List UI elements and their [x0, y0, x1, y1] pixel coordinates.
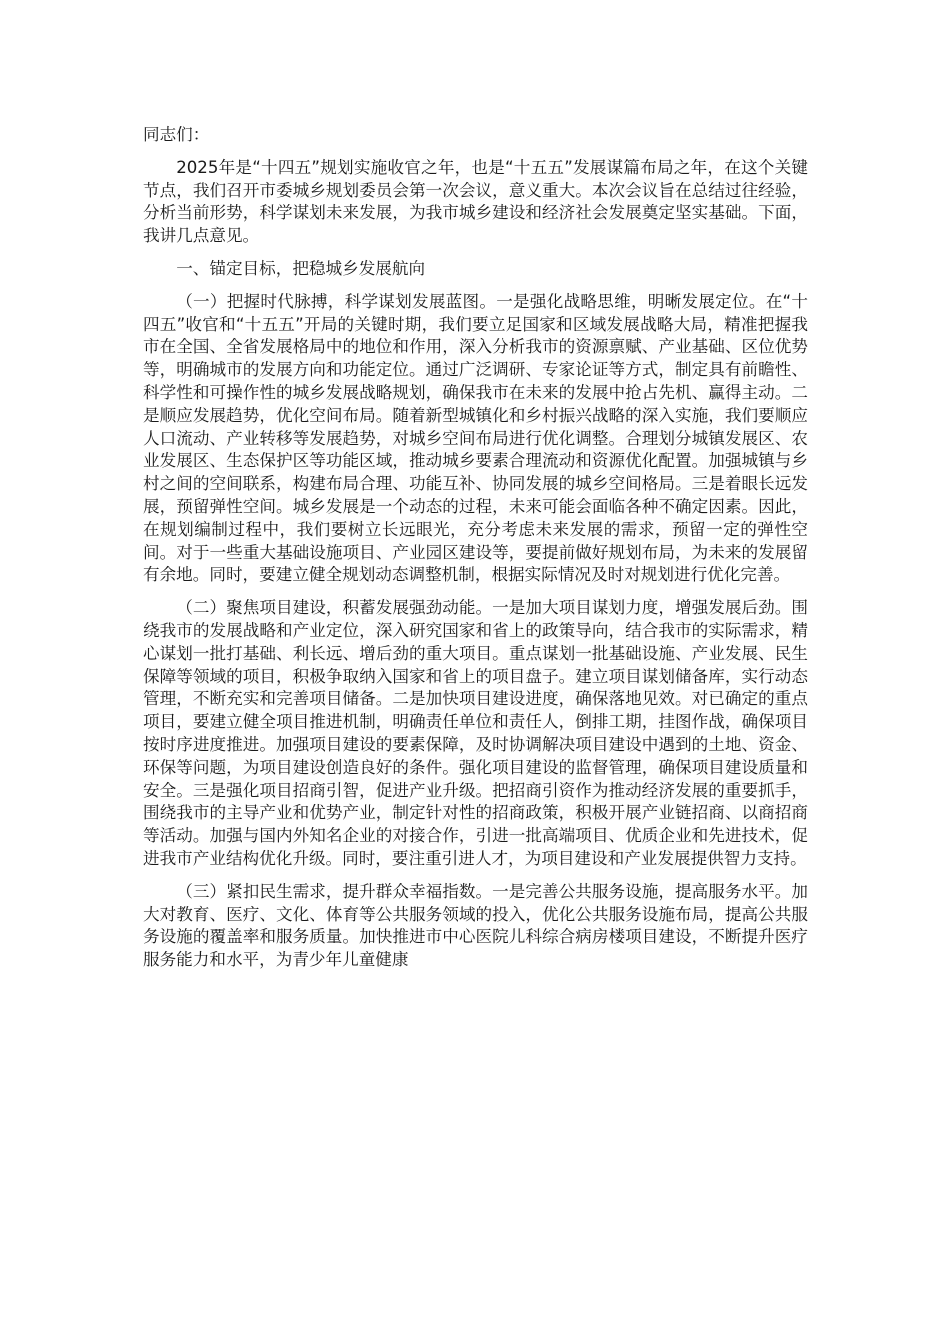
intro-paragraph: 2025年是“十四五”规划实施收官之年，也是“十五五”发展谋篇布局之年，在这个关键节点，我们召开市委城乡规划委员会第一次会议，意义重大。本次会议旨在总结过往经验，分析当前形势，科学谋划未来发展，为我市城乡建设和经济社会发展奠定坚实基础。下面，我讲几点意见。	[143, 157, 808, 246]
section-heading-1: 一、锚定目标，把稳城乡发展航向	[176, 258, 426, 278]
body-paragraph-1: （一）把握时代脉搏，科学谋划发展蓝图。一是强化战略思维，明晰发展定位。在“十四五”收官和“十五五”开局的关键时期，我们要立足国家和区域发展战略大局，精准把握我市在全国、全省发展格局中的地位和作用，深入分析我市的资源禀赋、产业基础、区位优势等，明确城市的发展方向和功能定位。通过广泛调研、专家论证等方式，制定具有前瞻性、科学性和可操作性的城乡发展战略规划，确保我市在未来的发展中抢占先机、赢得主动。二是顺应发展趋势，优化空间布局。随着新型城镇化和乡村振兴战略的深入实施，我们要顺应人口流动、产业转移等发展趋势，对城乡空间布局进行优化调整。合理划分城镇发展区、农业发展区、生态保护区等功能区域，推动城乡要素合理流动和资源优化配置。加强城镇与乡村之间的空间联系，构建布局合理、功能互补、协同发展的城乡空间格局。三是着眼长远发展，预留弹性空间。城乡发展是一个动态的过程，未来可能会面临各种不确定因素。因此，在规划编制过程中，我们要树立长远眼光，充分考虑未来发展的需求，预留一定的弹性空间。对于一些重大基础设施项目、产业园区建设等，要提前做好规划布局，为未来的发展留有余地。同时，要建立健全规划动态调整机制，根据实际情况及时对规划进行优化完善。	[143, 291, 808, 585]
document-body	[143, 124, 808, 982]
salutation: 同志们：	[143, 125, 210, 144]
body-paragraph-3: （三）紧扣民生需求，提升群众幸福指数。一是完善公共服务设施，提高服务水平。加大对教育、医疗、文化、体育等公共服务领域的投入，优化公共服务设施布局，提高公共服务设施的覆盖率和服务质量。加快推进市中心医院儿科综合病房楼项目建设，不断提升医疗服务能力和水平，为青少年儿童健康	[143, 881, 808, 970]
body-paragraph-2: （二）聚焦项目建设，积蓄发展强劲动能。一是加大项目谋划力度，增强发展后劲。围绕我市的发展战略和产业定位，深入研究国家和省上的政策导向，结合我市的实际需求，精心谋划一批打基础、利长远、增后劲的重大项目。重点谋划一批基础设施、产业发展、民生保障等领域的项目，积极争取纳入国家和省上的项目盘子。建立项目谋划储备库，实行动态管理，不断充实和完善项目储备。二是加快项目建设进度，确保落地见效。对已确定的重点项目，要建立健全项目推进机制，明确责任单位和责任人，倒排工期，挂图作战，确保项目按时序进度推进。加强项目建设的要素保障，及时协调解决项目建设中遇到的土地、资金、环保等问题，为项目建设创造良好的条件。强化项目建设的监督管理，确保项目建设质量和安全。三是强化项目招商引智，促进产业升级。把招商引资作为推动经济发展的重要抓手，围绕我市的主导产业和优势产业，制定针对性的招商政策，积极开展产业链招商、以商招商等活动。加强与国内外知名企业的对接合作，引进一批高端项目、优质企业和先进技术，促进我市产业结构优化升级。同时，要注重引进人才，为项目建设和产业发展提供智力支持。	[143, 598, 808, 868]
